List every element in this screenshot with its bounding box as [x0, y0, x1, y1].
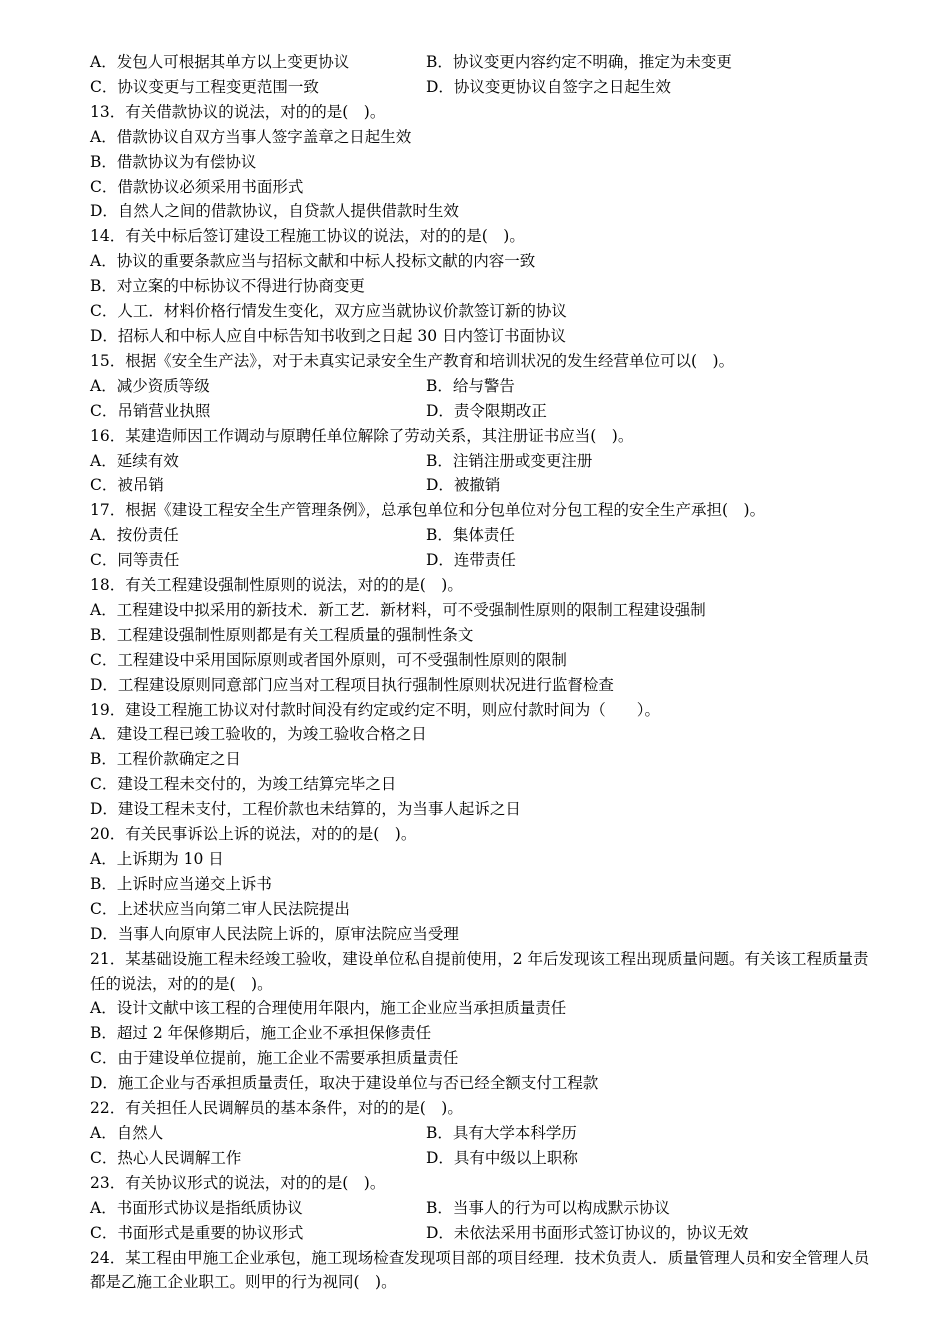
option-text: B．具有大学本科学历: [426, 1123, 577, 1142]
option-text: C．工程建设中采用国际原则或者国外原则，可不受强制性原则的限制: [90, 650, 567, 669]
option-text: A．工程建设中拟采用的新技术．新工艺．新材料，可不受强制性原则的限制工程建设强制: [90, 600, 706, 619]
question-text: 18．有关工程建设强制性原则的说法，对的的是( )。: [90, 576, 463, 595]
option-text: A．借款协议自双方当事人签字盖章之日起生效: [90, 127, 412, 146]
question-text: 20．有关民事诉讼上诉的说法，对的的是( )。: [90, 825, 417, 844]
option-row: [90, 50, 890, 75]
option-text: A．自然人: [90, 1123, 164, 1142]
option-text: B．协议变更内容约定不明确，推定为未变更: [426, 53, 732, 71]
option-text: B．借款协议为有偿协议: [90, 152, 257, 171]
question-text: 16．某建造师因工作调动与原聘任单位解除了劳动关系，其注册证书应当( )。: [90, 426, 634, 445]
option-text: A．按份责任: [90, 526, 179, 545]
option-text: B．超过 2 年保修期后，施工企业不承担保修责任: [90, 1024, 432, 1043]
option-text: D．建设工程未支付，工程价款也未结算的，为当事人起诉之日: [90, 800, 521, 819]
option-text: D．工程建设原则同意部门应当对工程项目执行强制性原则状况进行监督检查: [90, 675, 614, 694]
option-text: D．自然人之间的借款协议，自贷款人提供借款时生效: [90, 202, 459, 221]
question-text: 21．某基础设施工程未经竣工验收，建设单位私自提前使用，2 年后发现该工程出现质量问题。有关该工程质量责任的说法，对的的是( )。: [90, 949, 869, 993]
option-text: C．热心人民调解工作: [90, 1148, 242, 1167]
option-text: A．设计文献中该工程的合理使用年限内，施工企业应当承担质量责任: [90, 999, 567, 1018]
option-text: B．对立案的中标协议不得进行协商变更: [90, 277, 365, 296]
option-row: [90, 1221, 890, 1246]
question-text: 13．有关借款协议的说法，对的的是( )。: [90, 102, 386, 121]
option-text: B．注销注册或变更注册: [426, 451, 593, 470]
option-text: B．给与警告: [426, 376, 515, 395]
option-text: B．工程价款确定之日: [90, 750, 241, 769]
option-row: [90, 1146, 890, 1171]
question-text: 23．有关协议形式的说法，对的的是( )。: [90, 1173, 386, 1192]
question-text: 17．根据《建设工程安全生产管理条例》，总承包单位和分包单位对分包工程的安全生产承担( )。: [90, 501, 766, 520]
option-text: C．协议变更与工程变更范围一致: [90, 77, 319, 96]
option-row: [90, 1196, 890, 1221]
option-text: D．未依法采用书面形式签订协议的，协议无效: [426, 1223, 749, 1242]
question-text: 19．建设工程施工协议对付款时间没有约定或约定不明，则应付款时间为（ ）。: [90, 700, 660, 719]
option-row: [90, 548, 890, 573]
option-text: A．发包人可根据其单方以上变更协议: [90, 53, 350, 71]
option-row: [90, 449, 890, 474]
option-row: [90, 75, 890, 100]
question-text: 15．根据《安全生产法》，对于未真实记录安全生产教育和培训状况的发生经营单位可以( )。: [90, 351, 735, 370]
option-row: [90, 1121, 890, 1146]
option-text: D．具有中级以上职称: [426, 1148, 578, 1167]
option-text: C．上述状应当向第二审人民法院提出: [90, 899, 350, 918]
option-text: B．上诉时应当递交上诉书: [90, 874, 272, 893]
option-text: A．延续有效: [90, 451, 179, 470]
option-text: A．建设工程已竣工验收的，为竣工验收合格之日: [90, 725, 427, 744]
option-text: D．连带责任: [426, 551, 516, 570]
option-text: B．集体责任: [426, 526, 515, 545]
question-text: 24．某工程由甲施工企业承包，施工现场检查发现项目部的项目经理．技术负责人．质量管理人员和安全管理人员都是乙施工企业职工。则甲的行为视同( )。: [90, 1248, 870, 1292]
option-text: B．工程建设强制性原则都是有关工程质量的强制性条文: [90, 625, 474, 644]
option-text: C．被吊销: [90, 476, 164, 495]
option-text: D．被撤销: [426, 476, 501, 495]
question-text: 22．有关担任人民调解员的基本条件，对的的是( )。: [90, 1099, 463, 1118]
option-text: D．招标人和中标人应自中标告知书收到之日起 30 日内签订书面协议: [90, 326, 567, 345]
option-text: C．由于建设单位提前，施工企业不需要承担质量责任: [90, 1049, 459, 1068]
option-row: [90, 374, 890, 399]
option-text: A．上诉期为 10 日: [90, 850, 224, 868]
option-text: C．书面形式是重要的协议形式: [90, 1223, 304, 1242]
option-text: D．当事人向原审人民法院上诉的，原审法院应当受理: [90, 924, 459, 943]
option-text: C．建设工程未交付的，为竣工结算完毕之日: [90, 775, 397, 794]
option-text: A．减少资质等级: [90, 376, 210, 395]
option-text: C．同等责任: [90, 551, 180, 570]
option-text: A．书面形式协议是指纸质协议: [90, 1198, 303, 1217]
option-text: C．吊销营业执照: [90, 401, 211, 420]
option-text: D．协议变更协议自签字之日起生效: [426, 77, 671, 96]
option-row: [90, 473, 890, 498]
option-row: [90, 523, 890, 548]
option-text: C．人工．材料价格行情发生变化，双方应当就协议价款签订新的协议: [90, 302, 567, 321]
option-text: D．施工企业与否承担质量责任，取决于建设单位与否已经全额支付工程款: [90, 1074, 599, 1093]
option-text: B．当事人的行为可以构成默示协议: [426, 1198, 670, 1217]
option-text: C．借款协议必须采用书面形式: [90, 177, 304, 196]
option-text: A．协议的重要条款应当与招标文献和中标人投标文献的内容一致: [90, 252, 536, 271]
question-text: 14．有关中标后签订建设工程施工协议的说法，对的的是( )。: [90, 227, 525, 246]
option-text: D．责令限期改正: [426, 401, 547, 420]
option-row: [90, 399, 890, 424]
